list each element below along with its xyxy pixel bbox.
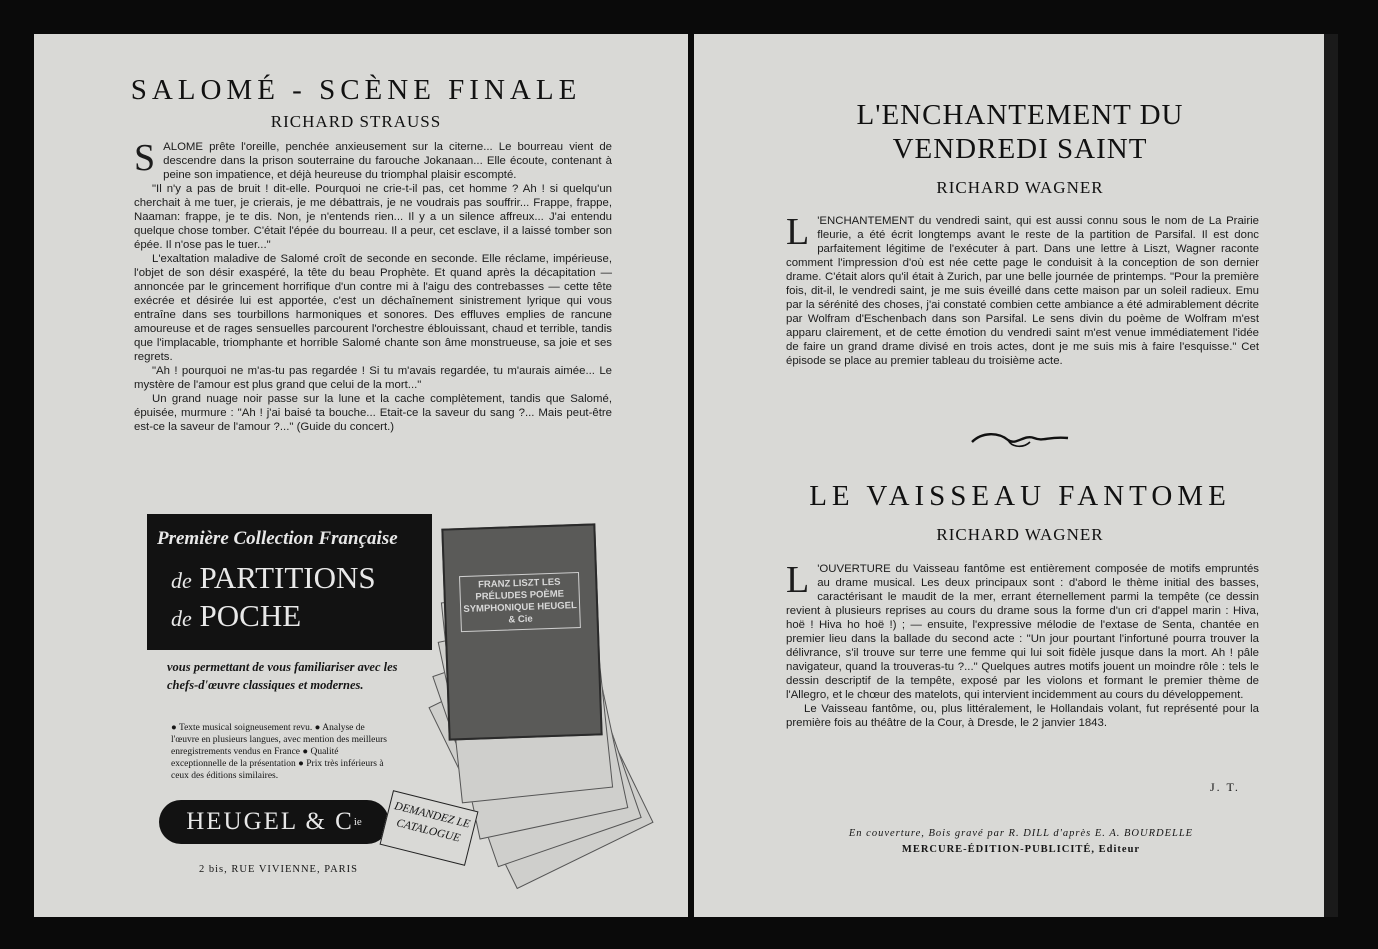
salome-paragraph: "Il n'y a pas de bruit ! dit-elle. Pourquoi ne crie-t-il pas, cet homme ? Ah ! si quelqu'un cherchait à me tuer, je crierais, je me débattrais, je ne voudrais pas souffrir... Frappe, frappe, Naaman: frappe, je te dis. Non, je n'entends rien... Il y a un silence affreux... J'ai entendu quelque chose tomber. C'était l'épée du bourreau. Il a peur, cet esclave, il a laissé tomber son épée. Il n'ose pas le tuer..." (134, 183, 612, 251)
enchantement-dropcap: L (786, 211, 810, 253)
ornament-divider (968, 428, 1072, 452)
vaisseau-composer: RICHARD WAGNER (936, 525, 1104, 544)
page-edge (1324, 34, 1338, 917)
publisher-suffix: ie (353, 816, 362, 828)
heugel-advertisement (147, 514, 627, 884)
salome-paragraph: "Ah ! pourquoi ne m'as-tu pas regardée ! Si tu m'avais regardée, tu m'aurais aimée... Le mystère de l'amour est plus grand que celui de la mort..." (134, 365, 612, 391)
ad-partitions-label: PARTITIONS (199, 560, 376, 595)
vaisseau-title: LE VAISSEAU FANTOME (809, 480, 1231, 512)
author-initials: J. T. (1210, 780, 1240, 794)
salome-paragraph: Un grand nuage noir passe sur la lune et la cache complètement, tandis que Salomé, épuisée, murmure : "Ah ! j'ai baisé ta bouche... Etait-ce la saveur du sang ?... Mais peut-être est-ce la saveur de l'amour ?..." (Guide du concert.) (134, 393, 612, 433)
editor-credit: MERCURE-ÉDITION-PUBLICITÉ, Editeur (901, 844, 1141, 855)
salome-dropcap: S (134, 137, 156, 179)
publisher-address: 2 bis, RUE VIVIENNE, PARIS (199, 864, 359, 875)
cover-credit: En couverture, Bois gravé par R. DILL d'après E. A. BOURDELLE (848, 828, 1194, 839)
vaisseau-text-2: Le Vaisseau fantôme, ou, plus littéralement, le Hollandais volant, fut représenté pour la première fois au théâtre de la Cour, à Dresde, le 2 janvier 1843. (786, 703, 1259, 729)
book-cover (441, 523, 602, 740)
ad-de-label: de (171, 568, 192, 593)
ad-poche-label: POCHE (199, 598, 302, 633)
ad-headline-line3 (171, 598, 301, 634)
publisher-logo (159, 800, 389, 844)
book-cover-label: FRANZ LISZT LES PRÉLUDES POÈME SYMPHONIQUE HEUGEL & Cie (459, 572, 581, 632)
enchantement-body (786, 211, 1259, 368)
vaisseau-dropcap: L (786, 559, 810, 601)
salome-title: SALOMÉ - SCÈNE FINALE (130, 74, 582, 106)
enchantement-title-line1: L'ENCHANTEMENT DU (856, 99, 1184, 131)
enchantement-title (790, 98, 1250, 166)
ad-headline-line2 (171, 560, 376, 596)
salome-paragraph: L'exaltation maladive de Salomé croît de seconde en seconde. Elle réclame, impérieuse, l'objet de son désir exaspéré, la tête du beau Prophète. Et quand après la décapitation — annoncée par le grincement horrifique d'un contre mi à l'aigu des contrebasses — cette tête exécrée et désirée lui est apportée, c'est un déchaînement sinistrement lyrique qui vous entraîne dans ses tourbillons harmoniques et sonores. Des effluves emplies de rancune amoureuse et de rages sensuelles parcourent l'orchestre éblouissant, chaud et terrible, tandis que l'implacable, triomphante et horrible Salomé chante son âme monstrueuse, sa joie et ses regrets. (134, 253, 612, 363)
credits (784, 826, 1258, 858)
ad-headline-block (147, 514, 432, 650)
vaisseau-text: 'OUVERTURE du Vaisseau fantôme est entièrement composée de motifs empruntés au drame musical. Les deux principaux sont : d'abord le thème initial des basses, caractérisant le maudit de la mer, errant éternellement parmi la tempête (ce dessin revient à plusieurs reprises au cours du drame sous la forme d'un cri d'appel marin : Hiva, hoë ! Hiva ho hoë !) ; — ensuite, l'expressive mélodie de l'extase de Senta, chantée en premier lieu dans la ballade du second acte : "Un jour pourtant l'infortuné pourra trouver la délivrance, s'il trouve sur terre une femme qui lui soit fidèle jusque dans la mort. Ah ! pâle navigateur, quand la trouveras-tu ?..." Quelques autres motifs jouent un moindre rôle : tels le dessin descriptif de la tempête, exposé par les violons et formant le premier thème de l'Allegro, et le chœur des matelots, qui intervient incidemment au cours du développement. (786, 563, 1259, 701)
enchantement-composer: RICHARD WAGNER (936, 178, 1104, 197)
enchantement-title-line2: VENDREDI SAINT (892, 133, 1148, 165)
salome-body (134, 137, 612, 434)
vaisseau-body (786, 559, 1259, 730)
ad-tagline: vous permettant de vous familiariser avec les chefs-d'œuvre classiques et modernes. (167, 660, 398, 692)
salome-composer: RICHARD STRAUSS (270, 112, 442, 131)
publisher-name: HEUGEL & C (186, 808, 354, 835)
catalogue-stamp: DEMANDEZ LE CATALOGUE (380, 790, 479, 866)
salome-paragraph: ALOME prête l'oreille, penchée anxieusement sur la citerne... Le bourreau vient de descendre dans la prison souterraine du farouche Jokanaan... Elle écoute, contenant à peine son impatience, et déjà heureuse du triomphal plaisir escompté. (163, 141, 612, 181)
enchantement-text: 'ENCHANTEMENT du vendredi saint, qui est aussi connu sous le nom de La Prairie fleurie, a été écrit longtemps avant le reste de la partition de Parsifal. Il est donc parfaitement légitime de l'exécuter à part. Dans une lettre à Liszt, Wagner raconte comment l'impression d'où est née cette page le conduisit à la conception de son dernier drame. C'était alors qu'il était à Zurich, par une belle journée de printemps. "Pour la première fois, dit-il, le vendredi saint, je me suis éveillé dans cette maison par un soleil radieux. Emu par la sérénité des choses, j'ai constaté combien cette ambiance a été admirablement décrite par Wolfram d'Eschenbach dans son Parsifal. Le sens divin du poème de Wolfram m'est apparu clairement, et de cette émotion du vendredi saint m'est venue immédiatement l'idée de faire un grand drame divisé en trois actes, dont je me suis mis à faire l'esquisse." Cet épisode se place au premier tableau du troisième acte. (786, 215, 1259, 367)
ad-de-label: de (171, 606, 192, 631)
ad-features: ● Texte musical soigneusement revu. ● Analyse de l'œuvre en plusieurs langues, avec mention des meilleurs enregistrements vendus en France ● Qualité exceptionnelle de la présentation ● Prix très inférieurs à ceux des éditions similaires. (171, 723, 387, 781)
ad-headline-line1: Première Collection Française (157, 528, 398, 549)
